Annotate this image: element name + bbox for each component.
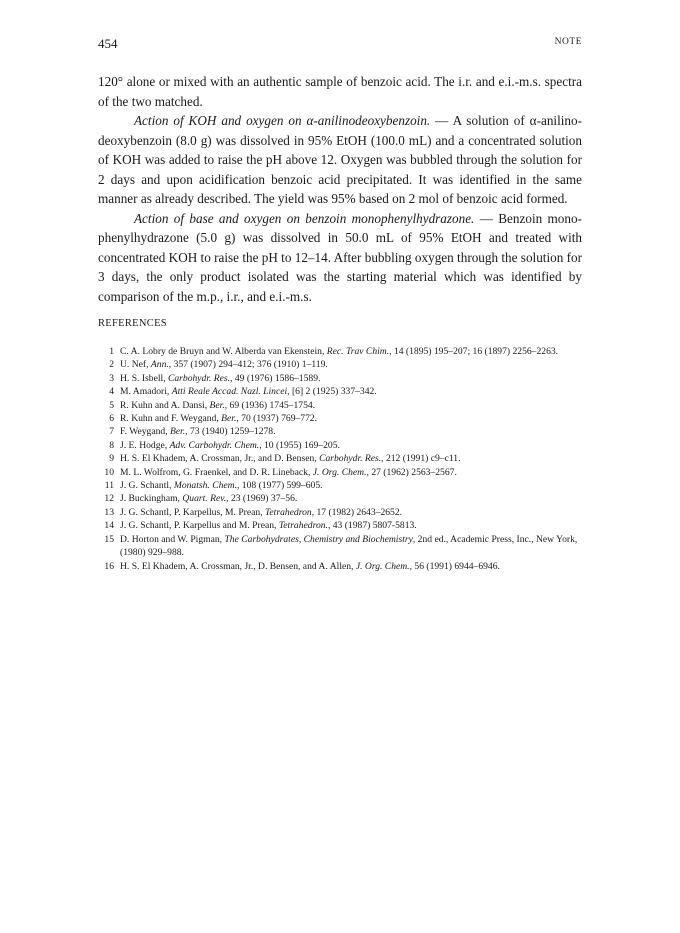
reference-number: 11: [104, 480, 114, 492]
reference-number: 9: [109, 453, 114, 465]
journal-title: Carbohydr. Res.: [167, 372, 231, 384]
journal-title: Ber.: [169, 426, 186, 438]
reference-item: [98, 358, 582, 371]
page-number: 454: [98, 36, 118, 51]
reference-number: 14: [104, 520, 114, 532]
reference-number: 7: [109, 426, 114, 438]
reference-item: [98, 372, 582, 385]
reference-text: F. Weygand, Ber., 73 (1940) 1259–1278.: [120, 426, 276, 438]
reference-text: M. Amadori, Atti Reale Accad. Nazl. Lincei, [6] 2 (1925) 337–342.: [120, 386, 377, 398]
paragraph-koh-oxygen: [98, 111, 582, 209]
paragraph-text: — A solution of α-anilino-deoxybenzoin (8.0 g) was dissolved in 95% EtOH (100.0 mL) and a concentrated solution of KOH was added to raise the pH above 12. Oxygen was bubbled through the solution for 2 days and upon acidification benzoic acid precipitated. It was identified in the same manner as already described. The yield was 95% based on 2 mol of benzoic acid formed.: [98, 113, 582, 206]
journal-title: Adv. Carbohydr. Chem.: [169, 439, 260, 451]
paragraph-heading: Action of KOH and oxygen on α-anilinodeoxybenzoin.: [134, 113, 431, 128]
journal-title: Carbohydr. Res.: [319, 453, 382, 465]
page-header: [98, 36, 582, 54]
reference-item: [98, 506, 582, 519]
reference-text: J. Buckingham, Quart. Rev., 23 (1969) 37–56.: [120, 493, 298, 505]
reference-text: J. G. Schantl, P. Karpellus and M. Prean, Tetrahedron., 43 (1987) 5807-5813.: [120, 520, 417, 532]
reference-text: R. Kuhn and F. Weygand, Ber., 70 (1937) 769–772.: [120, 413, 318, 425]
reference-number: 12: [104, 493, 114, 505]
reference-item: [98, 533, 582, 560]
reference-number: 13: [104, 506, 114, 518]
reference-item: [98, 560, 582, 573]
journal-title: Tetrahedron.: [278, 520, 328, 532]
paragraph-heading: Action of base and oxygen on benzoin monophenylhydrazone.: [134, 210, 475, 226]
paragraph-continuation: [98, 72, 582, 111]
reference-item: [98, 425, 582, 438]
reference-text: D. Horton and W. Pigman, The Carbohydrates, Chemistry and Biochemistry, 2nd ed., Academic Press, Inc., New York, (1980) 929–988.: [120, 533, 578, 559]
reference-text: H. S. Isbell, Carbohydr. Res., 49 (1976) 1586–1589.: [120, 372, 321, 384]
body-text: [98, 72, 582, 306]
reference-item: [98, 345, 582, 358]
reference-number: 3: [109, 372, 114, 384]
reference-text: M. L. Wolfrom, G. Fraenkel, and D. R. Lineback, J. Org. Chem., 27 (1962) 2563–2567.: [120, 466, 457, 478]
reference-text: H. S. El Khadem, A. Crossman, Jr., and D. Bensen, Carbohydr. Res., 212 (1991) c9–c11.: [120, 453, 461, 465]
reference-item: [98, 399, 582, 412]
reference-number: 15: [104, 533, 114, 545]
reference-item: [98, 439, 582, 452]
journal-title: Monatsh. Chem.: [173, 480, 237, 492]
reference-text: J. G. Schantl, Monatsh. Chem., 108 (1977) 599–605.: [120, 480, 323, 492]
references-heading: REFERENCES: [98, 318, 167, 329]
reference-number: 5: [109, 399, 114, 411]
journal-title: J. Org. Chem.: [355, 560, 410, 572]
reference-text: R. Kuhn and A. Dansi, Ber., 69 (1936) 1745–1754.: [120, 399, 316, 411]
reference-number: 6: [109, 413, 114, 425]
journal-title: J. Org. Chem.: [312, 466, 367, 478]
references-list: [98, 345, 582, 573]
reference-number: 2: [109, 359, 114, 371]
journal-title: Ann.: [150, 359, 169, 371]
reference-item: [98, 479, 582, 492]
journal-title: Ber.: [209, 399, 225, 411]
reference-item: [98, 412, 582, 425]
reference-number: 1: [109, 346, 114, 357]
reference-item: [98, 466, 582, 479]
book-title: The Carbohydrates, Chemistry and Biochemistry: [224, 533, 413, 545]
reference-item: [98, 452, 582, 465]
reference-text: C. A. Lobry de Bruyn and W. Alberda van Ekenstein, Rec. Trav Chim., 14 (1895) 195–207; 16 (1897) 2256–2263.: [120, 346, 559, 357]
reference-text: J. E. Hodge, Adv. Carbohydr. Chem., 10 (1955) 169–205.: [120, 439, 340, 451]
reference-number: 10: [104, 466, 114, 478]
reference-number: 16: [104, 560, 114, 572]
reference-item: [98, 492, 582, 505]
paragraph-text: 120° alone or mixed with an authentic sample of benzoic acid. The i.r. and e.i.-m.s. spectra of the two matched.: [98, 74, 582, 109]
journal-title: Atti Reale Accad. Nazl. Lincei: [171, 386, 288, 398]
reference-text: H. S. El Khadem, A. Crossman, Jr., D. Bensen, and A. Allen, J. Org. Chem., 56 (1991) 6944–6946.: [120, 560, 500, 572]
journal-title: Tetrahedron: [264, 506, 312, 518]
reference-item: [98, 385, 582, 398]
paragraph-base-oxygen: [98, 209, 582, 307]
reference-text: J. G. Schantl, P. Karpellus, M. Prean, Tetrahedron, 17 (1982) 2643–2652.: [120, 506, 403, 518]
journal-title: Quart. Rev.: [182, 493, 227, 505]
reference-text: U. Nef, Ann., 357 (1907) 294–412; 376 (1910) 1–119.: [120, 359, 328, 371]
paragraph-text: — Benzoin mono-phenylhydrazone (5.0 g) was dissolved in 50.0 mL of 95% EtOH and treated with concentrated KOH to raise the pH to 12–14. After bubbling oxygen through the solution for 3 days, the only product isolated was the starting material which was identified by comparison of the m.p., i.r., and e.i.-m.s.: [98, 210, 582, 304]
journal-title: Ber.: [221, 413, 237, 425]
journal-title: Rec. Trav Chim.: [326, 346, 390, 357]
reference-number: 4: [109, 386, 114, 398]
reference-item: [98, 519, 582, 532]
reference-number: 8: [109, 439, 114, 451]
section-label: NOTE: [554, 37, 582, 47]
